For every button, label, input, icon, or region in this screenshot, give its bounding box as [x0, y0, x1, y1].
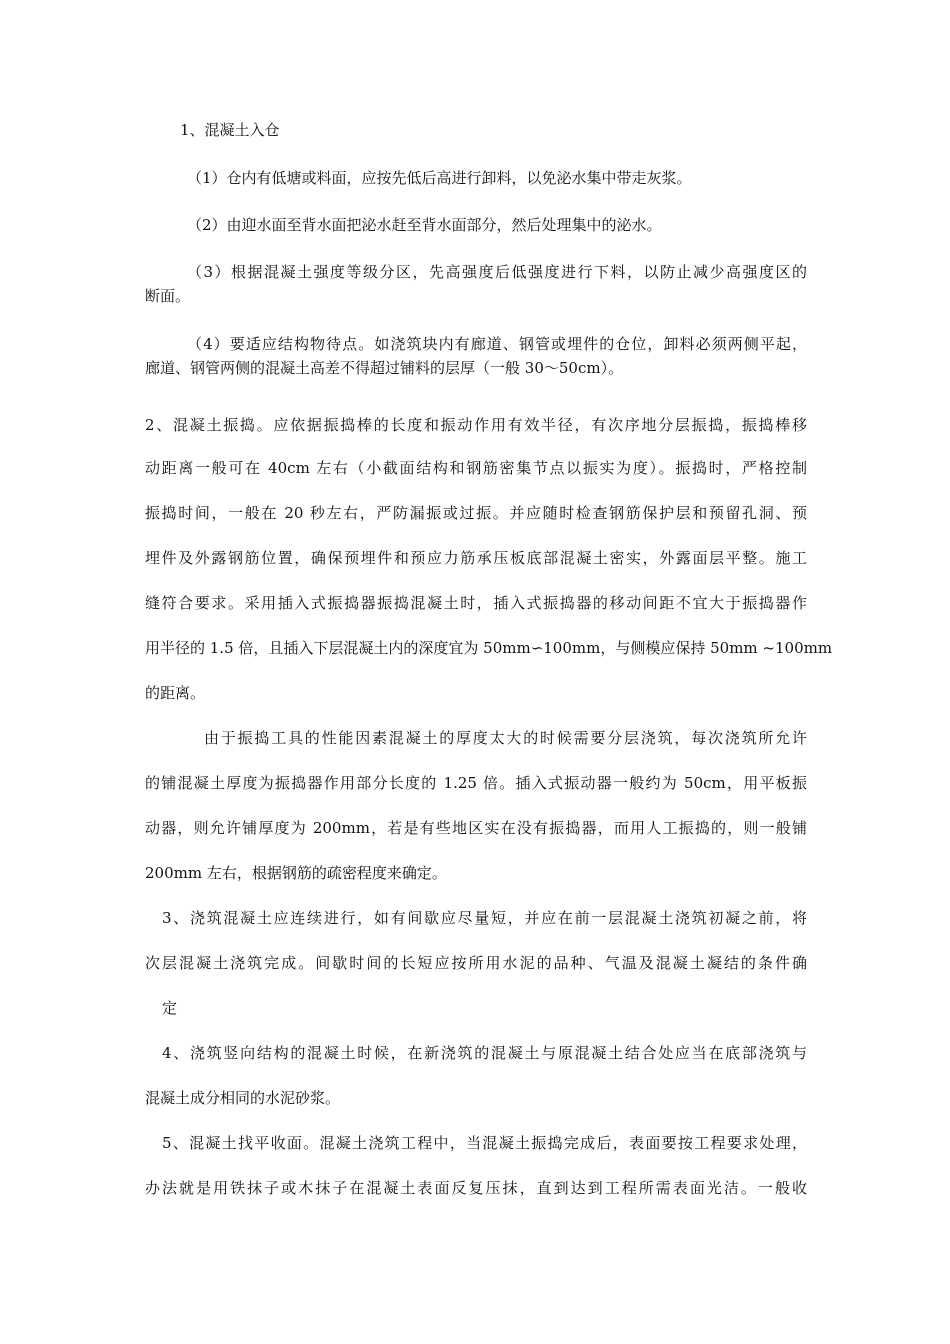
layer-paragraph-line-4: 200mm 左右，根据钢筋的疏密程度来确定。	[145, 864, 447, 882]
section-3-line-2: 次层混凝土浇筑完成。间歇时间的长短应按所用水泥的品种、气温及混凝土凝结的条件确	[145, 954, 807, 972]
section-2-line-5: 缝符合要求。采用插入式振捣器振捣混凝土时，插入式振捣器的移动间距不宜大于振捣器作	[145, 594, 807, 612]
section-2-line-3: 振捣时间，一般在 20 秒左右，严防漏振或过振。并应随时检查钢筋保护层和预留孔洞、预	[145, 504, 807, 522]
section-2-line-7: 的距离。	[145, 684, 206, 702]
section-1-item-3-line-1: （3）根据混凝土强度等级分区，先高强度后低强度进行下料，以防止减少高强度区的	[187, 263, 807, 281]
section-2-line-4: 埋件及外露钢筋位置，确保预埋件和预应力筋承压板底部混凝土密实，外露面层平整。施工	[145, 549, 807, 567]
layer-paragraph-line-1: 由于振捣工具的性能因素混凝土的厚度太大的时候需要分层浇筑，每次浇筑所允许	[204, 729, 807, 747]
section-3-line-3: 定	[162, 999, 178, 1017]
section-2-line-1: 2、混凝土振捣。应依据振捣棒的长度和振动作用有效半径，有次序地分层振捣，振捣棒移	[145, 416, 807, 434]
section-1-item-3-line-2: 断面。	[145, 287, 191, 305]
section-1-item-1: （1）仓内有低塘或料面，应按先低后高进行卸料，以免泌水集中带走灰浆。	[187, 169, 692, 187]
section-5-line-2: 办法就是用铁抹子或木抹子在混凝土表面反复压抹，直到达到工程所需表面光洁。一般收	[145, 1179, 807, 1197]
layer-paragraph-line-3: 动器，则允许铺厚度为 200mm，若是有些地区实在没有振捣器，而用人工振捣的，则一般铺	[145, 819, 807, 837]
layer-paragraph-line-2: 的铺混凝土厚度为振捣器作用部分长度的 1.25 倍。插入式振动器一般约为 50cm，用平板振	[145, 774, 807, 792]
section-1-item-4-line-2: 廊道、钢管两侧的混凝土高差不得超过铺料的层厚（一般 30～50cm）。	[145, 359, 624, 377]
section-2-line-6: 用半径的 1.5 倍，且插入下层混凝土内的深度宜为 50mm∽100mm，与侧模应保持 50mm ~100mm	[145, 639, 833, 657]
section-5-line-1: 5、混凝土找平收面。混凝土浇筑工程中，当混凝土振捣完成后，表面要按工程要求处理，	[162, 1134, 807, 1152]
section-1-item-4-line-1: （4）要适应结构物待点。如浇筑块内有廊道、钢管或埋件的仓位，卸料必须两侧平起，	[187, 335, 807, 353]
section-3-line-1: 3、浇筑混凝土应连续进行，如有间歇应尽量短，并应在前一层混凝土浇筑初凝之前，将	[162, 909, 807, 927]
section-1-item-2: （2）由迎水面至背水面把泌水赶至背水面部分，然后处理集中的泌水。	[187, 216, 662, 234]
section-2-line-2: 动距离一般可在 40cm 左右（小截面结构和钢筋密集节点以振实为度）。振捣时，严格控制	[145, 459, 807, 477]
section-4-line-1: 4、浇筑竖向结构的混凝土时候，在新浇筑的混凝土与原混凝土结合处应当在底部浇筑与	[162, 1044, 807, 1062]
section-1-heading: 1、混凝土入仓	[180, 121, 280, 139]
section-4-line-2: 混凝土成分相同的水泥砂浆。	[145, 1089, 341, 1107]
